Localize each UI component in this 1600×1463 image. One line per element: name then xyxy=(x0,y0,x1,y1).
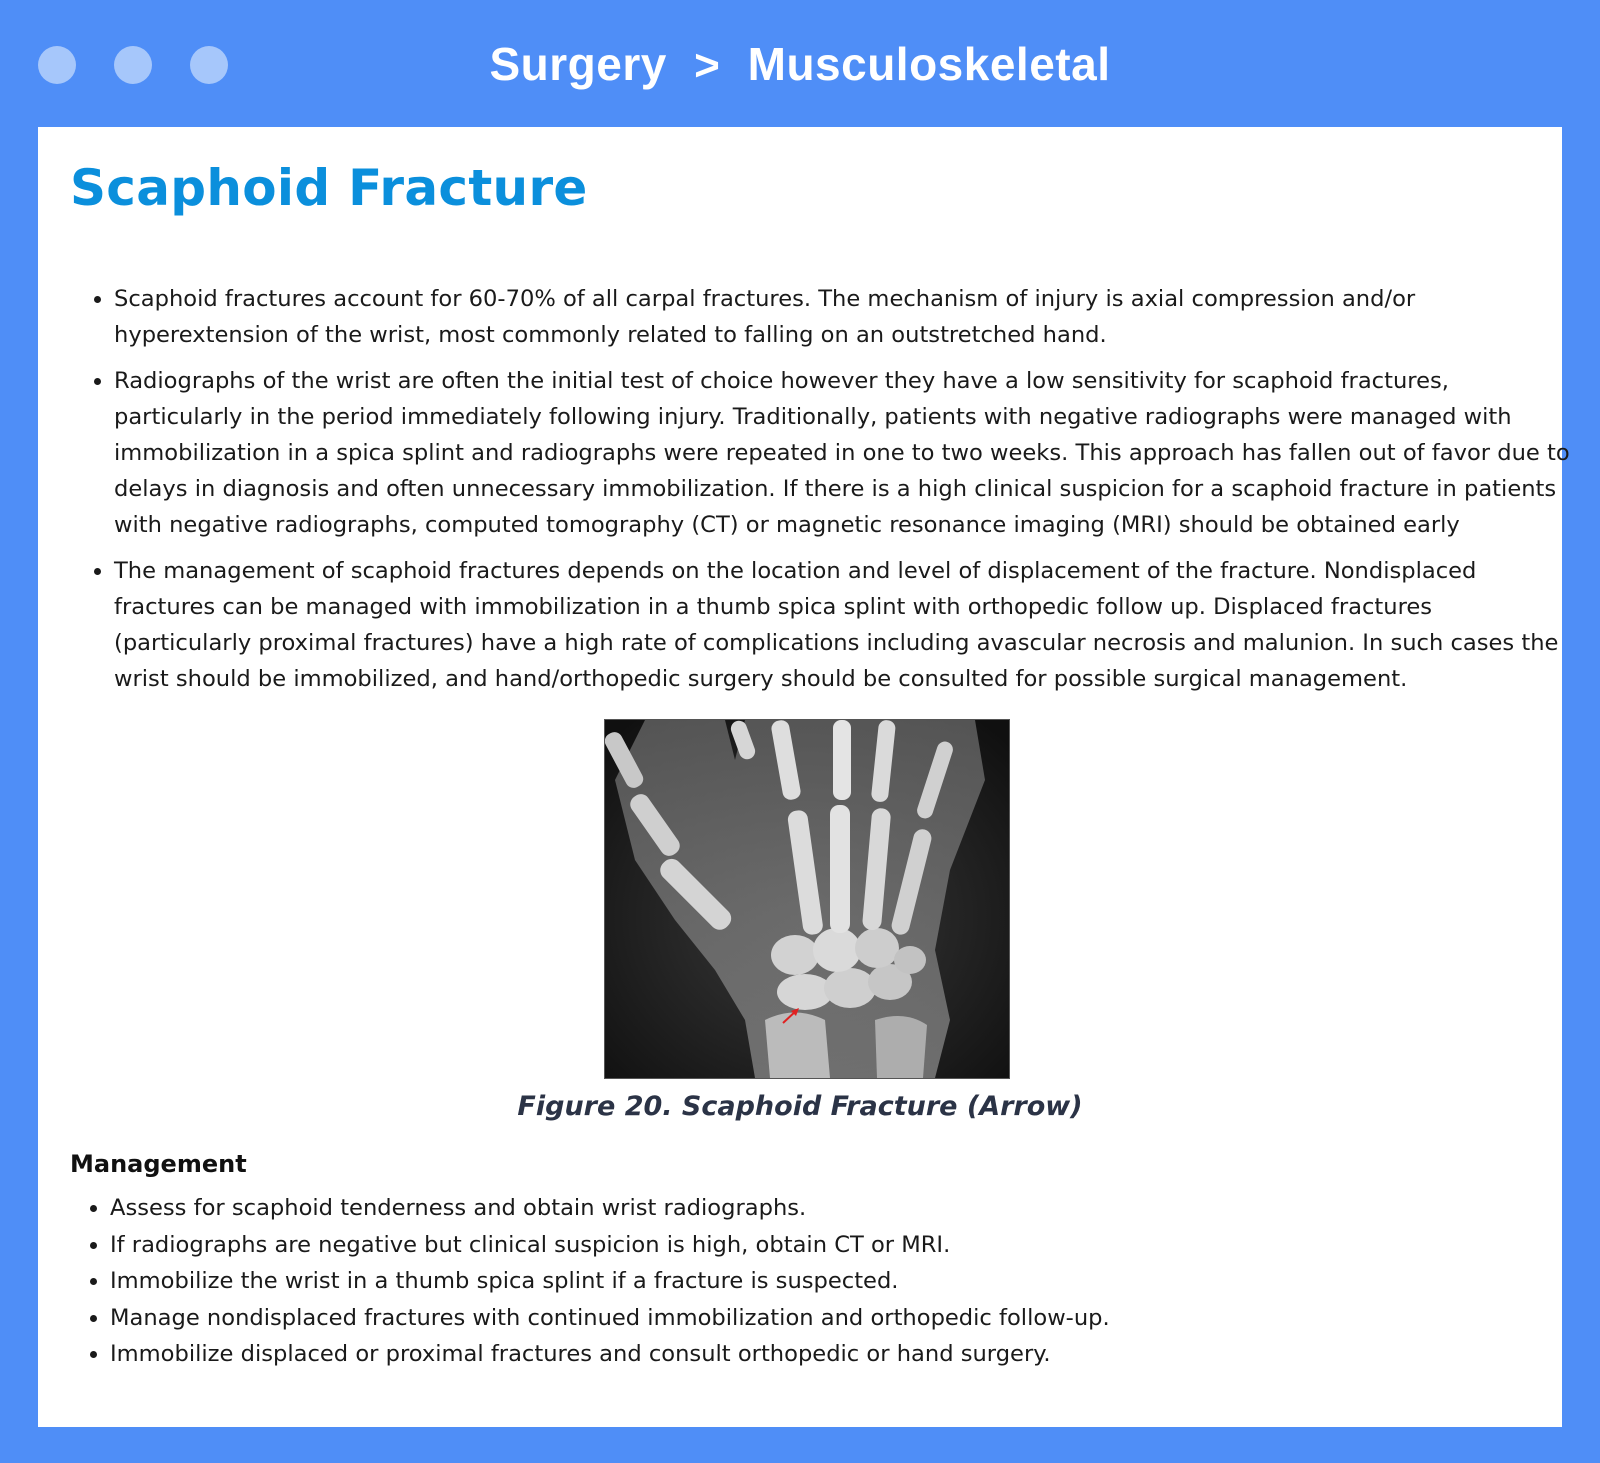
breadcrumb-section[interactable]: Surgery xyxy=(489,38,667,90)
intro-bullet-list xyxy=(90,281,1574,707)
management-heading: Management xyxy=(70,1150,247,1178)
list-item: • Radiographs of the wrist are often the initial test of choice however they have a low sensitivity for scaphoid fractures, particularly in the period immediately following injury. Traditionally, patients with negative radiographs were managed with immobilization in a spica splint and radiographs were repeated in one to two weeks. This approach has fallen out of favor due to delays in diagnosis and often unnecessary immobilization. If there is a high clinical suspicion for a scaphoid fracture in patients with negative radiographs, computed tomography (CT) or magnetic resonance imaging (MRI) should be obtained early xyxy=(114,363,1574,543)
list-item: • Scaphoid fractures account for 60-70% of all carpal fractures. The mechanism of injury is axial compression and/or hyperextension of the wrist, most commonly related to falling on an outstretched hand. xyxy=(114,281,1574,353)
breadcrumb-subsection[interactable]: Musculoskeletal xyxy=(747,38,1111,90)
figure-caption: Figure 20. Scaphoid Fracture (Arrow) xyxy=(517,1091,1083,1122)
list-item: • Immobilize displaced or proximal fractures and consult orthopedic or hand surgery. xyxy=(110,1336,1550,1373)
list-item: • If radiographs are negative but clinical suspicion is high, obtain CT or MRI. xyxy=(110,1227,1550,1264)
breadcrumb xyxy=(0,34,1600,96)
page-title: Scaphoid Fracture xyxy=(70,159,588,217)
list-item: • Manage nondisplaced fractures with continued immobilization and orthopedic follow-up. xyxy=(110,1300,1550,1337)
list-item: • Immobilize the wrist in a thumb spica splint if a fracture is suspected. xyxy=(110,1263,1550,1300)
management-list xyxy=(86,1190,1550,1373)
list-item: • The management of scaphoid fractures depends on the location and level of displacement of the fracture. Nondisplaced fractures can be managed with immobilization in a thumb spica splint with orthopedic follow up. Displaced fractures (particularly proximal fractures) have a high rate of complications including avascular necrosis and malunion. In such cases the wrist should be immobilized, and hand/orthopedic surgery should be consulted for possible surgical management. xyxy=(114,553,1574,697)
content-panel xyxy=(38,127,1570,1427)
xray-figure-image xyxy=(604,719,1010,1079)
list-item: • Assess for scaphoid tenderness and obtain wrist radiographs. xyxy=(110,1190,1550,1227)
breadcrumb-separator: > xyxy=(694,41,721,90)
hand-xray-illustration xyxy=(605,720,1009,1078)
